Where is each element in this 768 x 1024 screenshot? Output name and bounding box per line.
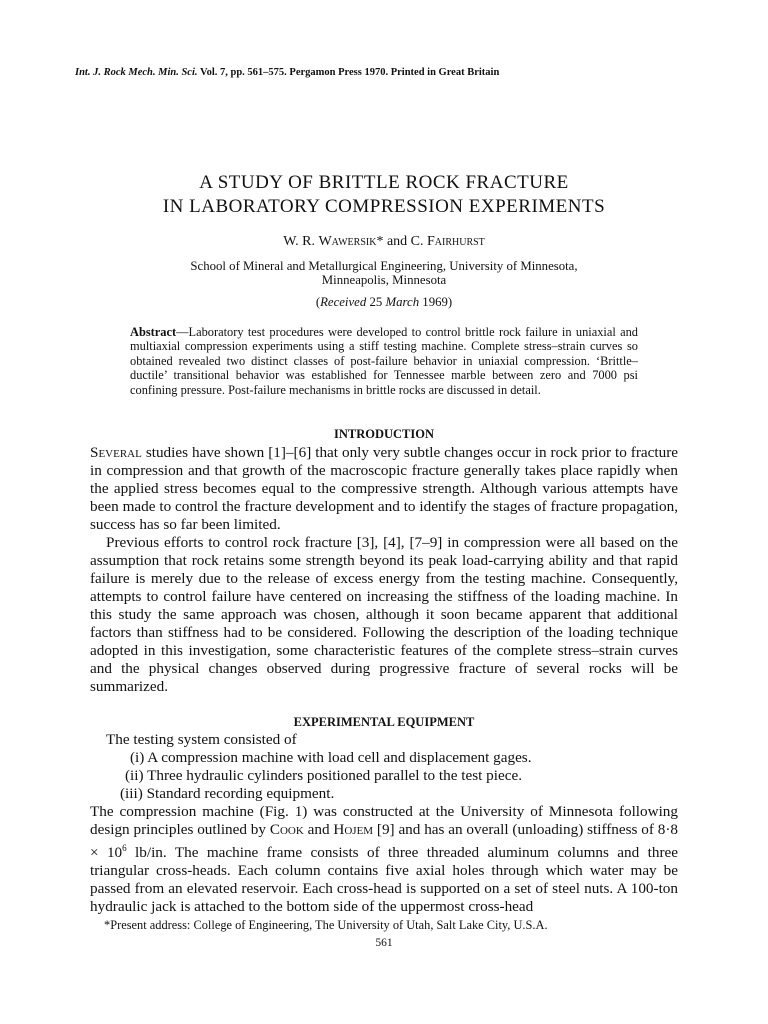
equipment-intro: The testing system consisted of xyxy=(106,731,297,748)
author-1-initials: W. R. xyxy=(283,234,315,249)
equipment-item-2: (ii) Three hydraulic cylinders positioned parallel to the test piece. xyxy=(125,767,522,784)
equipment-item-3: (iii) Standard recording equipment. xyxy=(120,785,335,802)
page-number: 561 xyxy=(375,937,393,949)
abstract-label: Abstract xyxy=(130,325,177,339)
received-date: (Received 25 March 1969) xyxy=(315,295,453,309)
introduction-heading: INTRODUCTION xyxy=(333,427,434,441)
author-conjunction: and xyxy=(386,234,408,249)
paper-title-line-2: IN LABORATORY COMPRESSION EXPERIMENTS xyxy=(162,196,606,217)
equipment-heading: EXPERIMENTAL EQUIPMENT xyxy=(293,715,475,729)
footnote: *Present address: College of Engineering, The University of Utah, Salt Lake City, U.S.A. xyxy=(104,918,548,932)
author-2-surname: Fairhurst xyxy=(427,234,485,249)
equipment-paragraph: The compression machine (Fig. 1) was constructed at the University of Minnesota following design principles outlined by Cook and Hojem [9] and has an overall (unloading) stiffness of $8\cdot 8 \times 10^6$ lb/in. The machine frame consists of three threaded aluminum columns and three triangular cross-heads. Each column contains five axial holes through which water may be passed from an elevated reservoir. Each cross-head is supported on a set of steel nuts. A 100-ton hydraulic jack is attached to the bottom side of the uppermost cross-head xyxy=(90,803,678,916)
author-2-initials: C. xyxy=(410,234,424,249)
abstract xyxy=(130,325,638,397)
equipment-item-1: (i) A compression machine with load cell and displacement gages. xyxy=(130,749,532,766)
introduction-body xyxy=(90,444,678,696)
author-1-footnote-mark: * xyxy=(376,234,384,249)
journal-details: Vol. 7, pp. 561–575. Pergamon Press 1970. Printed in Great Britain xyxy=(199,67,500,78)
introduction-paragraph-1: Several studies have shown [1]–[6] that only very subtle changes occur in rock prior to fracture in compression and that growth of the macroscopic fracture generally takes place rapidly when the applied stress becomes equal to the compressive strength. Although various attempts have been made to control the fracture development and to identify the stages of fracture propagation, success has so far been limited. xyxy=(90,444,678,533)
introduction-paragraph-2: Previous efforts to control rock fracture [3], [4], [7–9] in compression were all based on the assumption that rock retains some strength beyond its peak load-carrying ability and that rapid failure is merely due to the release of excess energy from the testing machine. Consequently, attempts to control failure have centered on increasing the stiffness of the loading machine. In this study the same approach was chosen, although it soon became apparent that additional factors than stiffness had to be considered. Following the description of the loading technique adopted in this investigation, some characteristic features of the complete stress–strain curves and the physical changes observed during progressive fracture of several rocks will be summarized. xyxy=(90,534,678,695)
journal-citation xyxy=(75,67,499,78)
journal-name: Int. J. Rock Mech. Min. Sci. xyxy=(75,67,198,78)
author-1-surname: Wawersik xyxy=(318,234,377,249)
affiliation-line-1: School of Mineral and Metallurgical Engineering, University of Minnesota, xyxy=(190,259,578,273)
affiliation-line-2: Minneapolis, Minnesota xyxy=(321,273,447,287)
abstract-text: —Laboratory test procedures were developed to control brittle rock failure in uniaxial and multiaxial compression experiments using a stiff testing machine. Complete stress–strain curves so obtained revealed two distinct classes of post-failure behavior in uniaxial compression. ‘Brittle–ductile’ transitional behavior was established for Tennessee marble between zero and 7000 psi confining pressure. Post-failure mechanisms in brittle rocks are discussed in detail. xyxy=(130,325,638,397)
paper-title-line-1: A STUDY OF BRITTLE ROCK FRACTURE xyxy=(199,172,569,193)
author-line xyxy=(0,234,768,250)
equipment-body xyxy=(90,803,678,916)
